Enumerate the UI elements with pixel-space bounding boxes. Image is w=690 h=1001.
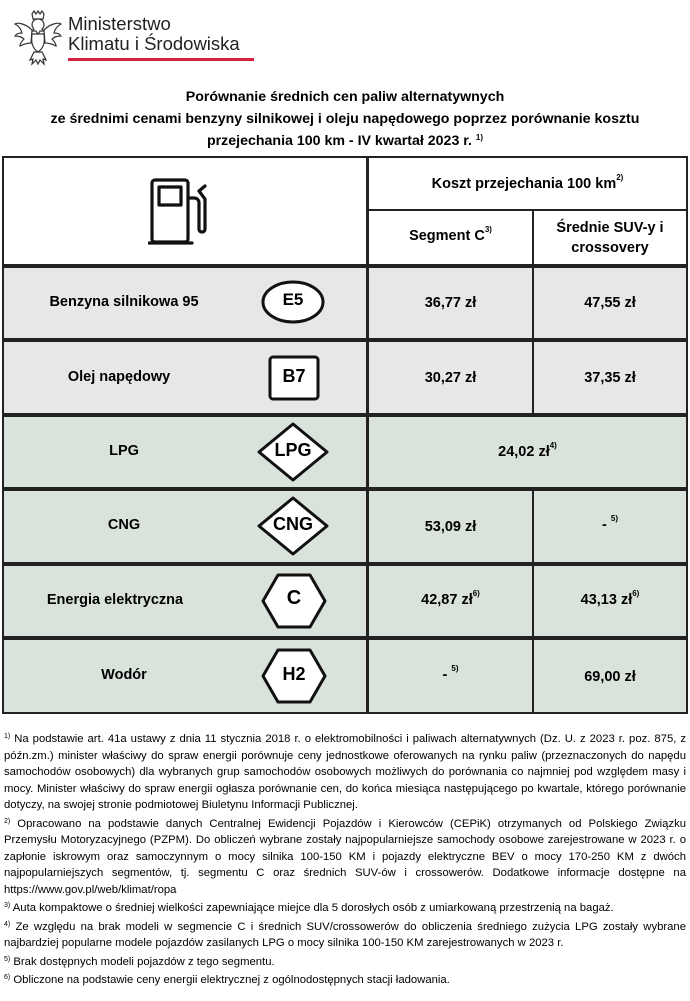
footnote-number: 4) (4, 920, 11, 928)
cost-value-wrapper (534, 589, 686, 608)
cost-value: 69,00 zł (584, 669, 636, 685)
footnote-text: Opracowano na podstawie danych Centralnej Ewidencji Pojazdów i Kierowców (CEPiK) otrzymanych od Polskiego Związku Przemysłu Motoryzacyjnego (PZPM). Do obliczeń wybrane zostały najpopularniejsze samochody osobowe zarejestrowane w 2023 r. o zapłonie iskrowym oraz samoczynnym o mocy silnika 100-150 KM i pojazdy elektryczne BEV o mocy 170-250 KM z dwóch najpopularniejszych segmentów, tj. segmentu C oraz średnich SUV-ów i crossowerów. Dodatkowe informacje dostępne na https://www.gov.pl/web/klimat/ropa (4, 817, 687, 896)
footnote-number: 1) (4, 733, 11, 740)
table-cell-lpg-merged (369, 417, 686, 487)
table-row-olej-label (4, 342, 366, 413)
title-line3 (0, 130, 690, 152)
ministry-red-underline (68, 58, 254, 61)
footnote-text: Obliczone na podstawie ceny energii elektrycznej z ogólnodostępnych stacji ładowania. (13, 974, 450, 986)
footnote-number: 3) (4, 902, 11, 909)
cost-value: 37,35 zł (584, 370, 636, 386)
header-main-label: Koszt przejechania 100 km (431, 176, 617, 192)
footnote-text: Brak dostępnych modeli pojazdów z tego segmentu. (13, 955, 275, 968)
fuel-name: Energia elektryczna (46, 592, 184, 608)
table-cell-energia-segment-c (369, 566, 532, 636)
footnote-number: 6) (4, 974, 11, 981)
suv-header-text (534, 218, 686, 258)
footnote-ref: 5) (610, 514, 618, 523)
table-cell-energia-suv (534, 566, 686, 636)
table-cell-benzyna-suv (534, 268, 686, 338)
table-header-main (369, 158, 686, 209)
footnote (4, 731, 686, 814)
cost-value: - (442, 667, 448, 683)
fuel-name: Benzyna silnikowa 95 (49, 294, 199, 310)
badge-label: LPG (274, 440, 312, 460)
segment-c-footnote-ref: 3) (484, 225, 492, 234)
badge-label: B7 (282, 366, 306, 386)
table-cell-benzyna-segment-c (369, 268, 532, 338)
fuel-name: Wodór (101, 667, 147, 683)
column-header-suv (534, 211, 686, 264)
title-footnote-ref: 1) (475, 133, 484, 142)
footnotes (4, 731, 686, 991)
cost-value: 47,55 zł (584, 295, 636, 311)
title-line1: Porównanie średnich cen paliw alternatywnych (185, 89, 505, 105)
table-row-lpg-label (4, 417, 366, 487)
footnote-number: 5) (4, 955, 11, 963)
document-title (0, 86, 690, 152)
fuel-name: Olej napędowy (67, 369, 171, 385)
table-row-benzyna-label (4, 268, 366, 338)
fuel-name: CNG (107, 517, 141, 533)
ministry-name-line1: Ministerstwo (68, 13, 171, 34)
footnote-ref: 6) (632, 589, 640, 598)
cost-value-wrapper (369, 441, 686, 460)
badge-label: C (286, 587, 302, 609)
title-line3-text: przejechania 100 km - IV kwartał 2023 r. (206, 133, 472, 149)
table-cell-cng-segment-c (369, 491, 532, 562)
badge-label: CNG (273, 514, 313, 534)
table-cell-cng-suv (534, 491, 686, 562)
title-line2: ze średnimi cenami benzyny silnikowej i oleju napędowego poprzez porównanie kosztu (50, 111, 640, 127)
cost-value-wrapper (369, 589, 532, 608)
footnote (4, 900, 686, 917)
cost-value: 36,77 zł (424, 295, 477, 311)
footnote-text: Na podstawie art. 41a ustawy z dnia 11 stycznia 2018 r. o elektromobilności i paliwach alternatywnych (Dz. U. z 2023 r. poz. 875, z późn.zm.) minister właściwy do spraw energii porównuje ceny jednostkowe oferowanych na rynku paliw (przeznaczonych do napędu samochodów osobowych) dla wybranych grup samochodów osobowych możliwych do porównania co najmniej pod względem masy i mocy. Minister właściwy do spraw energii ogłasza porównanie cen, do końca miesiąca następującego po kwartale, którego porównanie dotyczy, na swojej stronie podmiotowej Biuletynu Informacji Publicznej. (4, 733, 687, 811)
column-header-segment-c (369, 211, 532, 264)
table-row-cng-label (4, 491, 366, 562)
cost-value: 53,09 zł (424, 519, 477, 535)
header-main-text (369, 173, 686, 192)
table-cell-olej-suv (534, 342, 686, 413)
table-cell-olej-segment-c (369, 342, 532, 413)
badge-label: E5 (282, 290, 304, 309)
table-row-energia-label (4, 566, 366, 636)
cost-value: 42,87 zł (421, 592, 473, 608)
fuel-pump-icon (148, 176, 216, 248)
suv-header-line1: Średnie SUV-y i (556, 220, 664, 236)
footnote (4, 972, 686, 989)
table-cell-wodor-segment-c (369, 640, 532, 712)
polish-eagle-emblem-icon (14, 10, 62, 68)
footnote-text: Auta kompaktowe o średniej wielkości zapewniające miejce dla 5 dorosłych osób z umiarkowaną przestrzenią na bagaż. (12, 902, 614, 914)
suv-header-line2: crossovery (571, 240, 649, 256)
cost-value-wrapper (369, 664, 532, 683)
cost-value: 24,02 zł (498, 444, 550, 460)
badge-label: H2 (282, 664, 306, 684)
fuel-cost-table (2, 156, 688, 714)
ministry-name (68, 14, 240, 54)
footnote (4, 919, 686, 952)
ministry-name-line2: Klimatu i Środowiska (68, 33, 240, 54)
segment-c-label: Segment C (409, 228, 485, 244)
footnote-text: Ze względu na brak modeli w segmencie C i średnich SUV/crossowerów do obliczenia średniego zużycia LPG zostały wybrane najbardziej popularne modele pojazdów zasilanych LPG o mocy silnika 100-150 KM zarejestrowanych w 2023 r. (4, 920, 687, 949)
cost-value-wrapper (534, 514, 686, 533)
footnote-ref: 5) (451, 664, 459, 673)
cost-value: 30,27 zł (424, 370, 477, 386)
cost-value: 43,13 zł (580, 592, 633, 608)
table-cell-wodor-suv (534, 640, 686, 712)
footnote-ref: 6) (472, 589, 480, 598)
footnote-ref: 4) (549, 441, 557, 450)
header-main-footnote-ref: 2) (616, 173, 624, 182)
cost-value: - (602, 517, 607, 533)
table-row-wodor-label (4, 640, 366, 712)
footnote (4, 954, 686, 971)
ministry-logo (10, 8, 260, 70)
table-header-icon-cell (4, 158, 366, 264)
footnote (4, 816, 686, 899)
segment-c-header-text (369, 225, 532, 244)
footnote-number: 2) (4, 817, 11, 825)
fuel-name: LPG (109, 443, 139, 459)
